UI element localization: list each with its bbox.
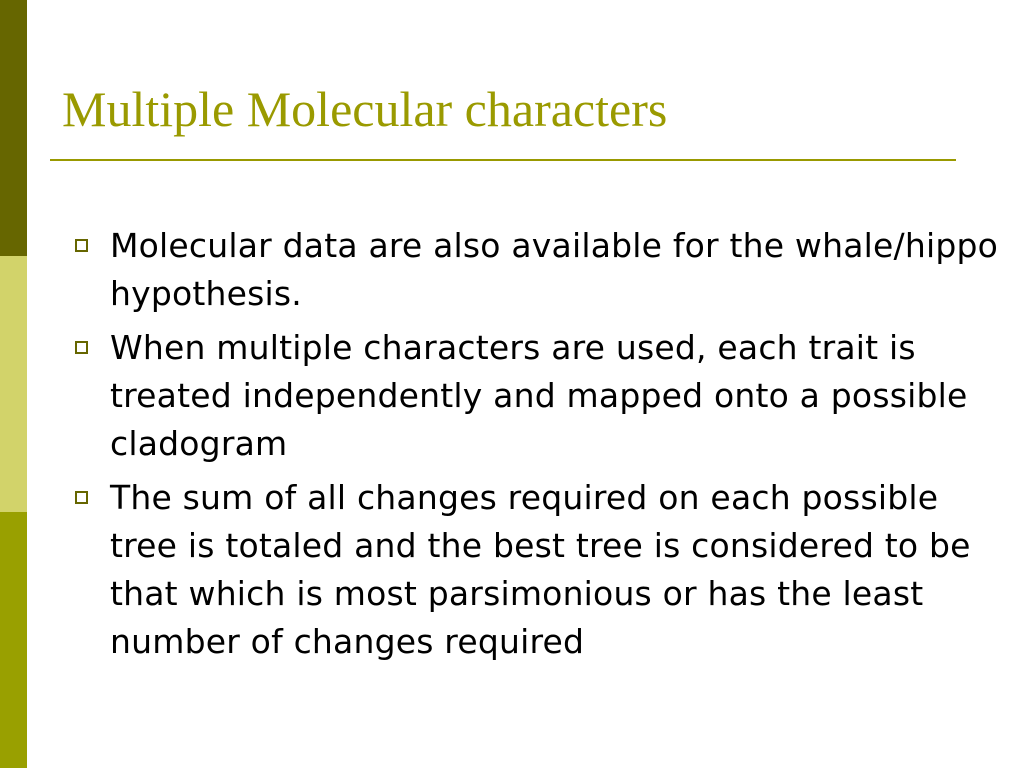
bullet-item <box>72 474 1002 666</box>
sidebar-band-mid <box>0 512 27 768</box>
bullet-text: Molecular data are also available for the whale/hippo hypothesis. <box>110 226 999 313</box>
sidebar-band-light <box>0 256 27 512</box>
sidebar-band-dark <box>0 0 27 256</box>
bullet-item <box>72 324 1002 468</box>
bullet-list <box>72 222 1002 672</box>
slide-title: Multiple Molecular characters <box>62 81 668 137</box>
square-bullet-icon <box>75 491 88 504</box>
bullet-text: When multiple characters are used, each trait is treated independently and mapped onto a possible cladogram <box>110 328 968 463</box>
bullet-item <box>72 222 1002 318</box>
square-bullet-icon <box>75 341 88 354</box>
bullet-text: The sum of all changes required on each possible tree is totaled and the best tree is considered to be that which is most parsimonious or has the least number of changes required <box>110 478 971 661</box>
title-divider <box>50 159 956 161</box>
sidebar-decoration <box>0 0 27 768</box>
square-bullet-icon <box>75 239 88 252</box>
